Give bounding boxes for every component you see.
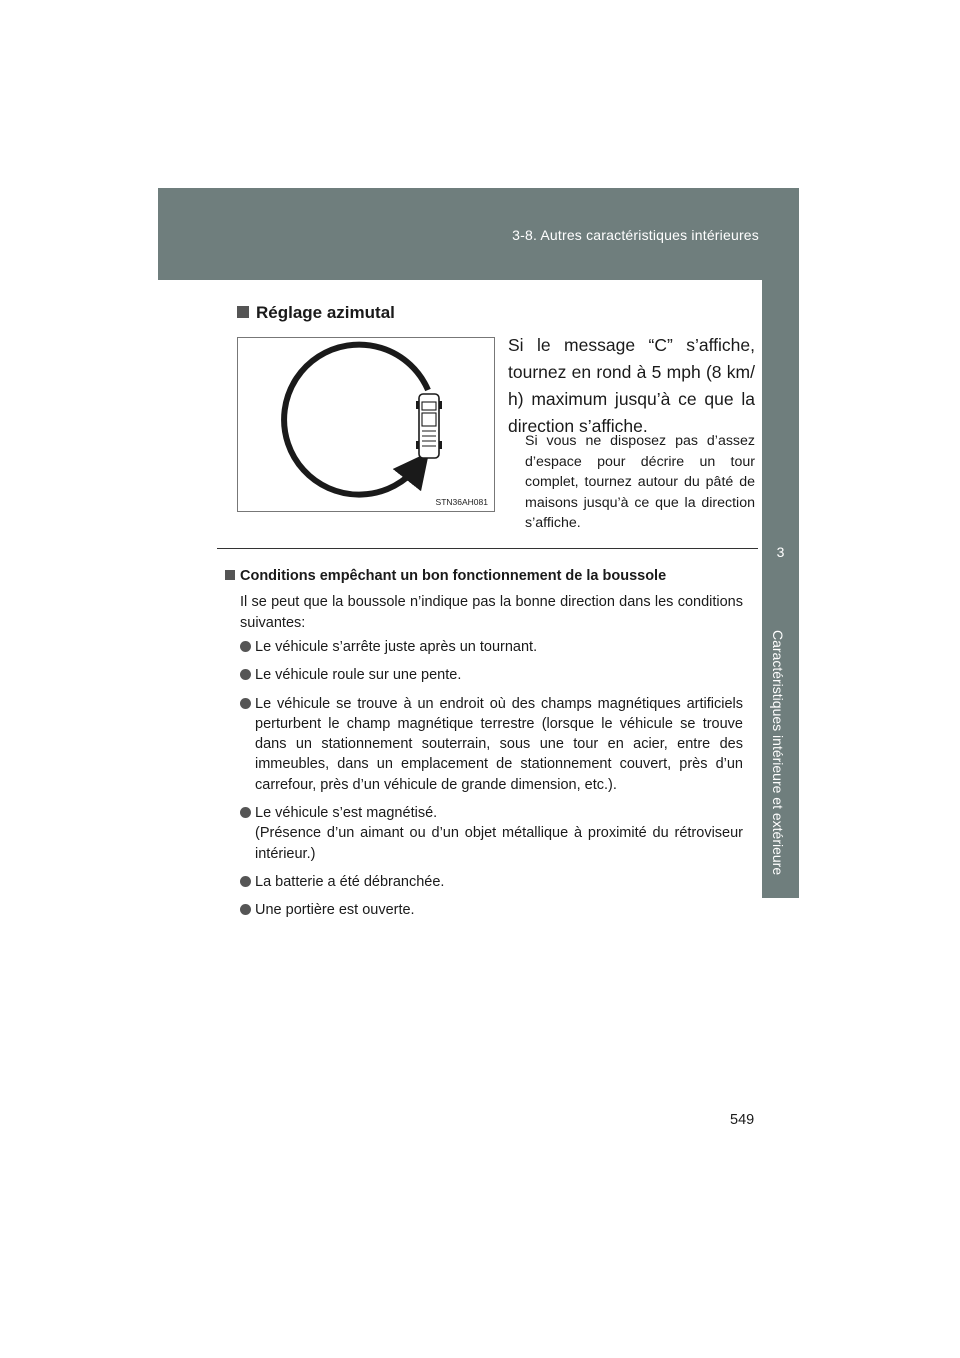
list-item-text: Le véhicule se trouve à un endroit où des champs magnétiques artificiels perturbent le champ magnétique terrestre (lorsque le véhicule se trouve dans un stationnement souterrain, sous une tour en acier, entre des immeubles, dans un emplacement de stationnement couvert, près d’un carrefour, près d’un véhicule de grande dimension, etc.). xyxy=(255,695,743,793)
conditions-heading xyxy=(225,568,666,584)
section-title: 3-8. Autres caractéristiques intérieures xyxy=(512,227,759,243)
list-item-text: La batterie a été débranchée. xyxy=(255,873,445,890)
bullet-icon xyxy=(240,698,251,709)
bullet-icon xyxy=(240,807,251,818)
conditions-heading-text: Conditions empêchant un bon fonctionnement de la boussole xyxy=(240,568,667,584)
conditions-list xyxy=(240,637,743,929)
bullet-icon xyxy=(240,904,251,915)
list-item-text: Le véhicule s’arrête juste après un tournant. xyxy=(255,639,538,655)
calibration-heading xyxy=(237,303,395,323)
chapter-side-tab xyxy=(762,280,799,898)
list-item xyxy=(240,665,743,685)
bullet-icon xyxy=(240,876,251,887)
calibration-figure xyxy=(237,337,495,512)
list-item xyxy=(240,637,743,657)
conditions-intro: Il se peut que la boussole n’indique pas la bonne direction dans les conditions suivantes: xyxy=(240,594,743,631)
list-item xyxy=(240,803,743,864)
filled-square-icon xyxy=(225,570,235,580)
list-item-text: Le véhicule roule sur une pente. xyxy=(255,667,462,684)
header-band xyxy=(158,188,799,280)
list-item xyxy=(240,694,743,795)
calibration-instructions: Si le message “C” s’affiche, tournez en rond à 5 mph (8 km/ h) maximum jusqu’à ce que la direction s’affiche. xyxy=(508,335,755,436)
figure-code: STN36AH081 xyxy=(435,497,488,507)
list-item xyxy=(240,872,743,892)
section-divider xyxy=(217,548,758,549)
calibration-heading-text: Réglage azimutal xyxy=(256,303,395,322)
filled-square-icon xyxy=(237,306,249,318)
chapter-number: 3 xyxy=(776,544,785,560)
calibration-note: Si vous ne disposez pas d’assez d’espace pour décrire un tour complet, tournez autour du pâté de maisons jusqu’à ce que la direction s’affiche. xyxy=(525,433,755,531)
bullet-icon xyxy=(240,641,251,652)
bullet-icon xyxy=(240,669,251,680)
page-number: 549 xyxy=(730,1112,755,1128)
vehicle-icon xyxy=(416,394,442,458)
chapter-name: Caractéristiques intérieure et extérieure xyxy=(770,630,786,876)
list-item-text: Une portière est ouverte. xyxy=(255,902,415,919)
list-item xyxy=(240,900,743,920)
circular-arrow-vehicle-illustration xyxy=(238,338,494,511)
list-item-text: Le véhicule s’est magnétisé. (Présence d’un aimant ou d’un objet métallique à proximité du rétroviseur intérieur.) xyxy=(255,805,743,862)
